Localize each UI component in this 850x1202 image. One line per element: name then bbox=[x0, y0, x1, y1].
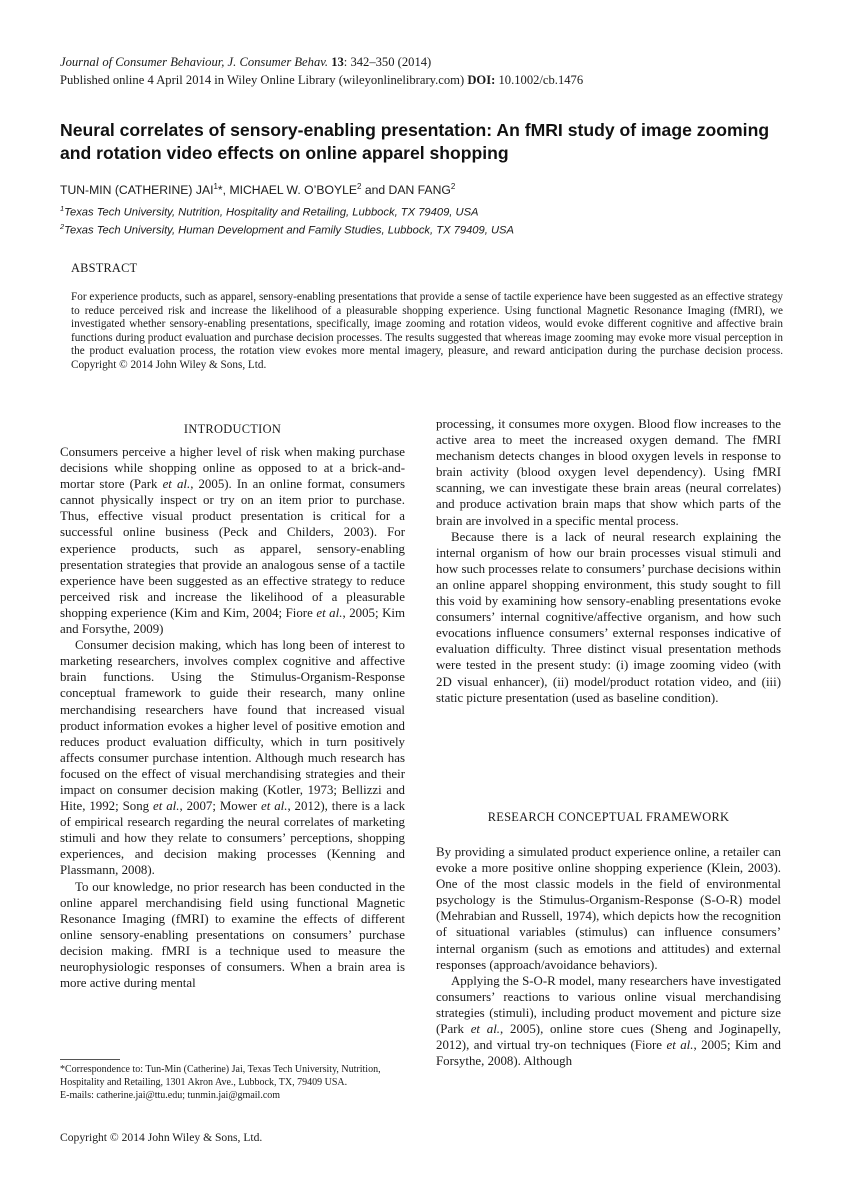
affiliation-1-number: 1 bbox=[60, 204, 65, 213]
abstract-body: For experience products, such as apparel, sensory-enabling presentations that provide a sense of tactile experience have been suggested as an effective strategy to reduce perceived risk and increase the likelihood of a pleasurable shopping experience. Using functional Magnetic Resonance Imaging (fMRI), we investigated whether sensory-enabling presentations, specifically, image zooming and rotation videos, would evoke different cognitive and affective brain functions during product evaluation and purchase decision processes. The results suggested that whereas image zooming may evoke more visual perception in the product evaluation process, the rotation view evokes more mental imagery, pleasure, and reward anticipation during the purchase decision process. Copyright © 2014 John Wiley & Sons, Ltd. bbox=[71, 291, 783, 371]
author-2: MICHAEL W. O’BOYLE bbox=[229, 183, 357, 198]
framework-heading: RESEARCH CONCEPTUAL FRAMEWORK bbox=[487, 810, 730, 824]
author-2-affiliation: 2 bbox=[356, 182, 362, 191]
right-column-top bbox=[436, 416, 781, 706]
doi-link[interactable]: 10.1002/cb.1476 bbox=[498, 73, 584, 87]
intro-paragraph-1: Consumers perceive a higher level of risk when making purchase decisions while shopping online as opposed to at a brick-and-mortar store (Park et al., 2005). In an online format, consumers cannot physically inspect or try on an item prior to purchase. Thus, effective visual product presentation is critical for a successful online business (Peck and Childers, 2003). For experience products, such as apparel, sensory-enabling presentation strategies that provide an analogous sense of a tactile experience have been suggested as an effective strategy to reduce perceived risk and increase the likelihood of a pleasurable shopping experience (Kim and Kim, 2004; Fiore et al., 2005; Kim and Forsythe, 2009) bbox=[60, 445, 406, 637]
affiliation-2-text: Texas Tech University, Human Development and Family Studies, Lubbock, TX 79409, USA bbox=[64, 224, 514, 237]
affiliation-2 bbox=[60, 219, 514, 239]
corresponding-mark: *, bbox=[217, 183, 230, 198]
correspondence-footnote bbox=[60, 1063, 405, 1102]
intro-paragraph-2: Consumer decision making, which has long been of interest to marketing researchers, involves complex cognitive and affective brain functions. Using the Stimulus-Organism-Response conceptual framework to guide their research, many online merchandising researchers have found that increased visual product information evokes a higher level of positive emotion and reduces product evaluation difficulty, which in turn positively affects consumer purchase intention. Although much research has focused on the effect of visual merchandising strategies and their impact on consumer decision making (Kotler, 1973; Bellizzi and Hite, 1992; Song et al., 2007; Mower et al., 2012), there is a lack of empirical research regarding the neural correlates of marketing stimuli and how they relate to consumers’ perceptions, shopping experiences, and decision making processes (Kenning and Plassmann, 2008). bbox=[60, 638, 406, 878]
copyright-notice: Copyright © 2014 John Wiley & Sons, Ltd. bbox=[60, 1131, 263, 1144]
framework-paragraph-1: By providing a simulated product experience online, a retailer can evoke a more positive online shopping experience (Klein, 2003). One of the most classic models in the field of environmental psychology is the Stimulus-Organism-Response (S-O-R) model (Mehrabian and Russell, 1974), which depicts how the recognition of situational variables (stimulus) can influence consumers’ internal organism (such as emotions and attitudes) and external responses (approach/avoidance behaviors). bbox=[436, 845, 781, 972]
intro-paragraph-4: processing, it consumes more oxygen. Blood flow increases to the active area to meet the increased oxygen demand. The fMRI mechanism detects changes in blood oxygen levels in response to brain activity (blood oxygen level dependency). Using fMRI scanning, we can investigate these brain areas (neural correlates) and produce activation brain maps that show which parts of the brain are involved in a specific mental process. bbox=[436, 417, 781, 528]
abstract-heading: ABSTRACT bbox=[71, 261, 138, 275]
author-conjunction: and bbox=[361, 183, 389, 198]
publication-line bbox=[60, 71, 583, 89]
journal-citation bbox=[60, 53, 431, 71]
author-3: DAN FANG bbox=[388, 183, 451, 198]
framework-paragraph-2: Applying the S-O-R model, many researchers have investigated consumers’ reactions to various online visual merchandising strategies (stimuli), including product movement and picture size (Park et al., 2005), online store cues (Sheng and Joginapelly, 2012), and virtual try-on techniques (Fiore et al., 2005; Kim and Forsythe, 2008). Although bbox=[436, 973, 781, 1069]
author-list bbox=[60, 179, 455, 198]
footnote-emails[interactable]: E-mails: catherine.jai@ttu.edu; tunmin.jai@gmail.com bbox=[60, 1090, 281, 1101]
right-column-bottom bbox=[436, 844, 781, 1069]
doi-label: DOI: bbox=[467, 73, 496, 87]
journal-pages: : 342–350 (2014) bbox=[343, 55, 432, 69]
affiliation-1-text: Texas Tech University, Nutrition, Hospitality and Retailing, Lubbock, TX 79409, USA bbox=[64, 206, 479, 219]
paper-title: Neural correlates of sensory-enabling presentation: An fMRI study of image zooming and rotation video effects on online apparel shopping bbox=[60, 120, 770, 163]
affiliation-1 bbox=[60, 201, 479, 221]
author-1: TUN-MIN (CATHERINE) JAI bbox=[60, 183, 214, 198]
author-1-affiliation: 1 bbox=[213, 182, 218, 191]
introduction-heading: INTRODUCTION bbox=[183, 422, 282, 436]
published-info: Published online 4 April 2014 in Wiley Online Library (wileyonlinelibrary.com) bbox=[60, 73, 465, 87]
journal-volume: 13 bbox=[331, 55, 344, 69]
intro-paragraph-3: To our knowledge, no prior research has been conducted in the online apparel merchandising field using functional Magnetic Resonance Imaging (fMRI) to examine the effects of different online sensory-enabling presentations on consumers’ purchase decision making. fMRI is a technique used to measure the neurophysiologic responses of consumers. When a brain area is more active during mental bbox=[60, 879, 405, 991]
intro-paragraph-5: Because there is a lack of neural research explaining the internal organism of how our brain processes visual stimuli and how such processes relate to consumers’ purchase decisions within an online apparel shopping environment, this study sought to fill this void by examining how sensory-enabling presentations evoke consumers’ internal cognitive/affective organism, and how such evocations influence consumers’ external responses indicative of evaluation difficulty. Three distinct visual presentation methods were tested in the present study: (i) image zooming video (with 2D visual enhancer), (ii) model/product rotation video, and (iii) static picture presentation (used as baseline condition). bbox=[436, 529, 781, 705]
affiliation-2-number: 2 bbox=[60, 222, 65, 231]
footnote-address: *Correspondence to: Tun-Min (Catherine) Jai, Texas Tech University, Nutrition, Hospitality and Retailing, 1301 Akron Ave., Lubbock, TX, 79409 USA. bbox=[60, 1064, 381, 1088]
journal-name: Journal of Consumer Behaviour, J. Consumer Behav. bbox=[60, 55, 329, 69]
footnote-divider bbox=[60, 1059, 120, 1060]
author-3-affiliation: 2 bbox=[450, 182, 456, 191]
left-column bbox=[60, 444, 405, 991]
